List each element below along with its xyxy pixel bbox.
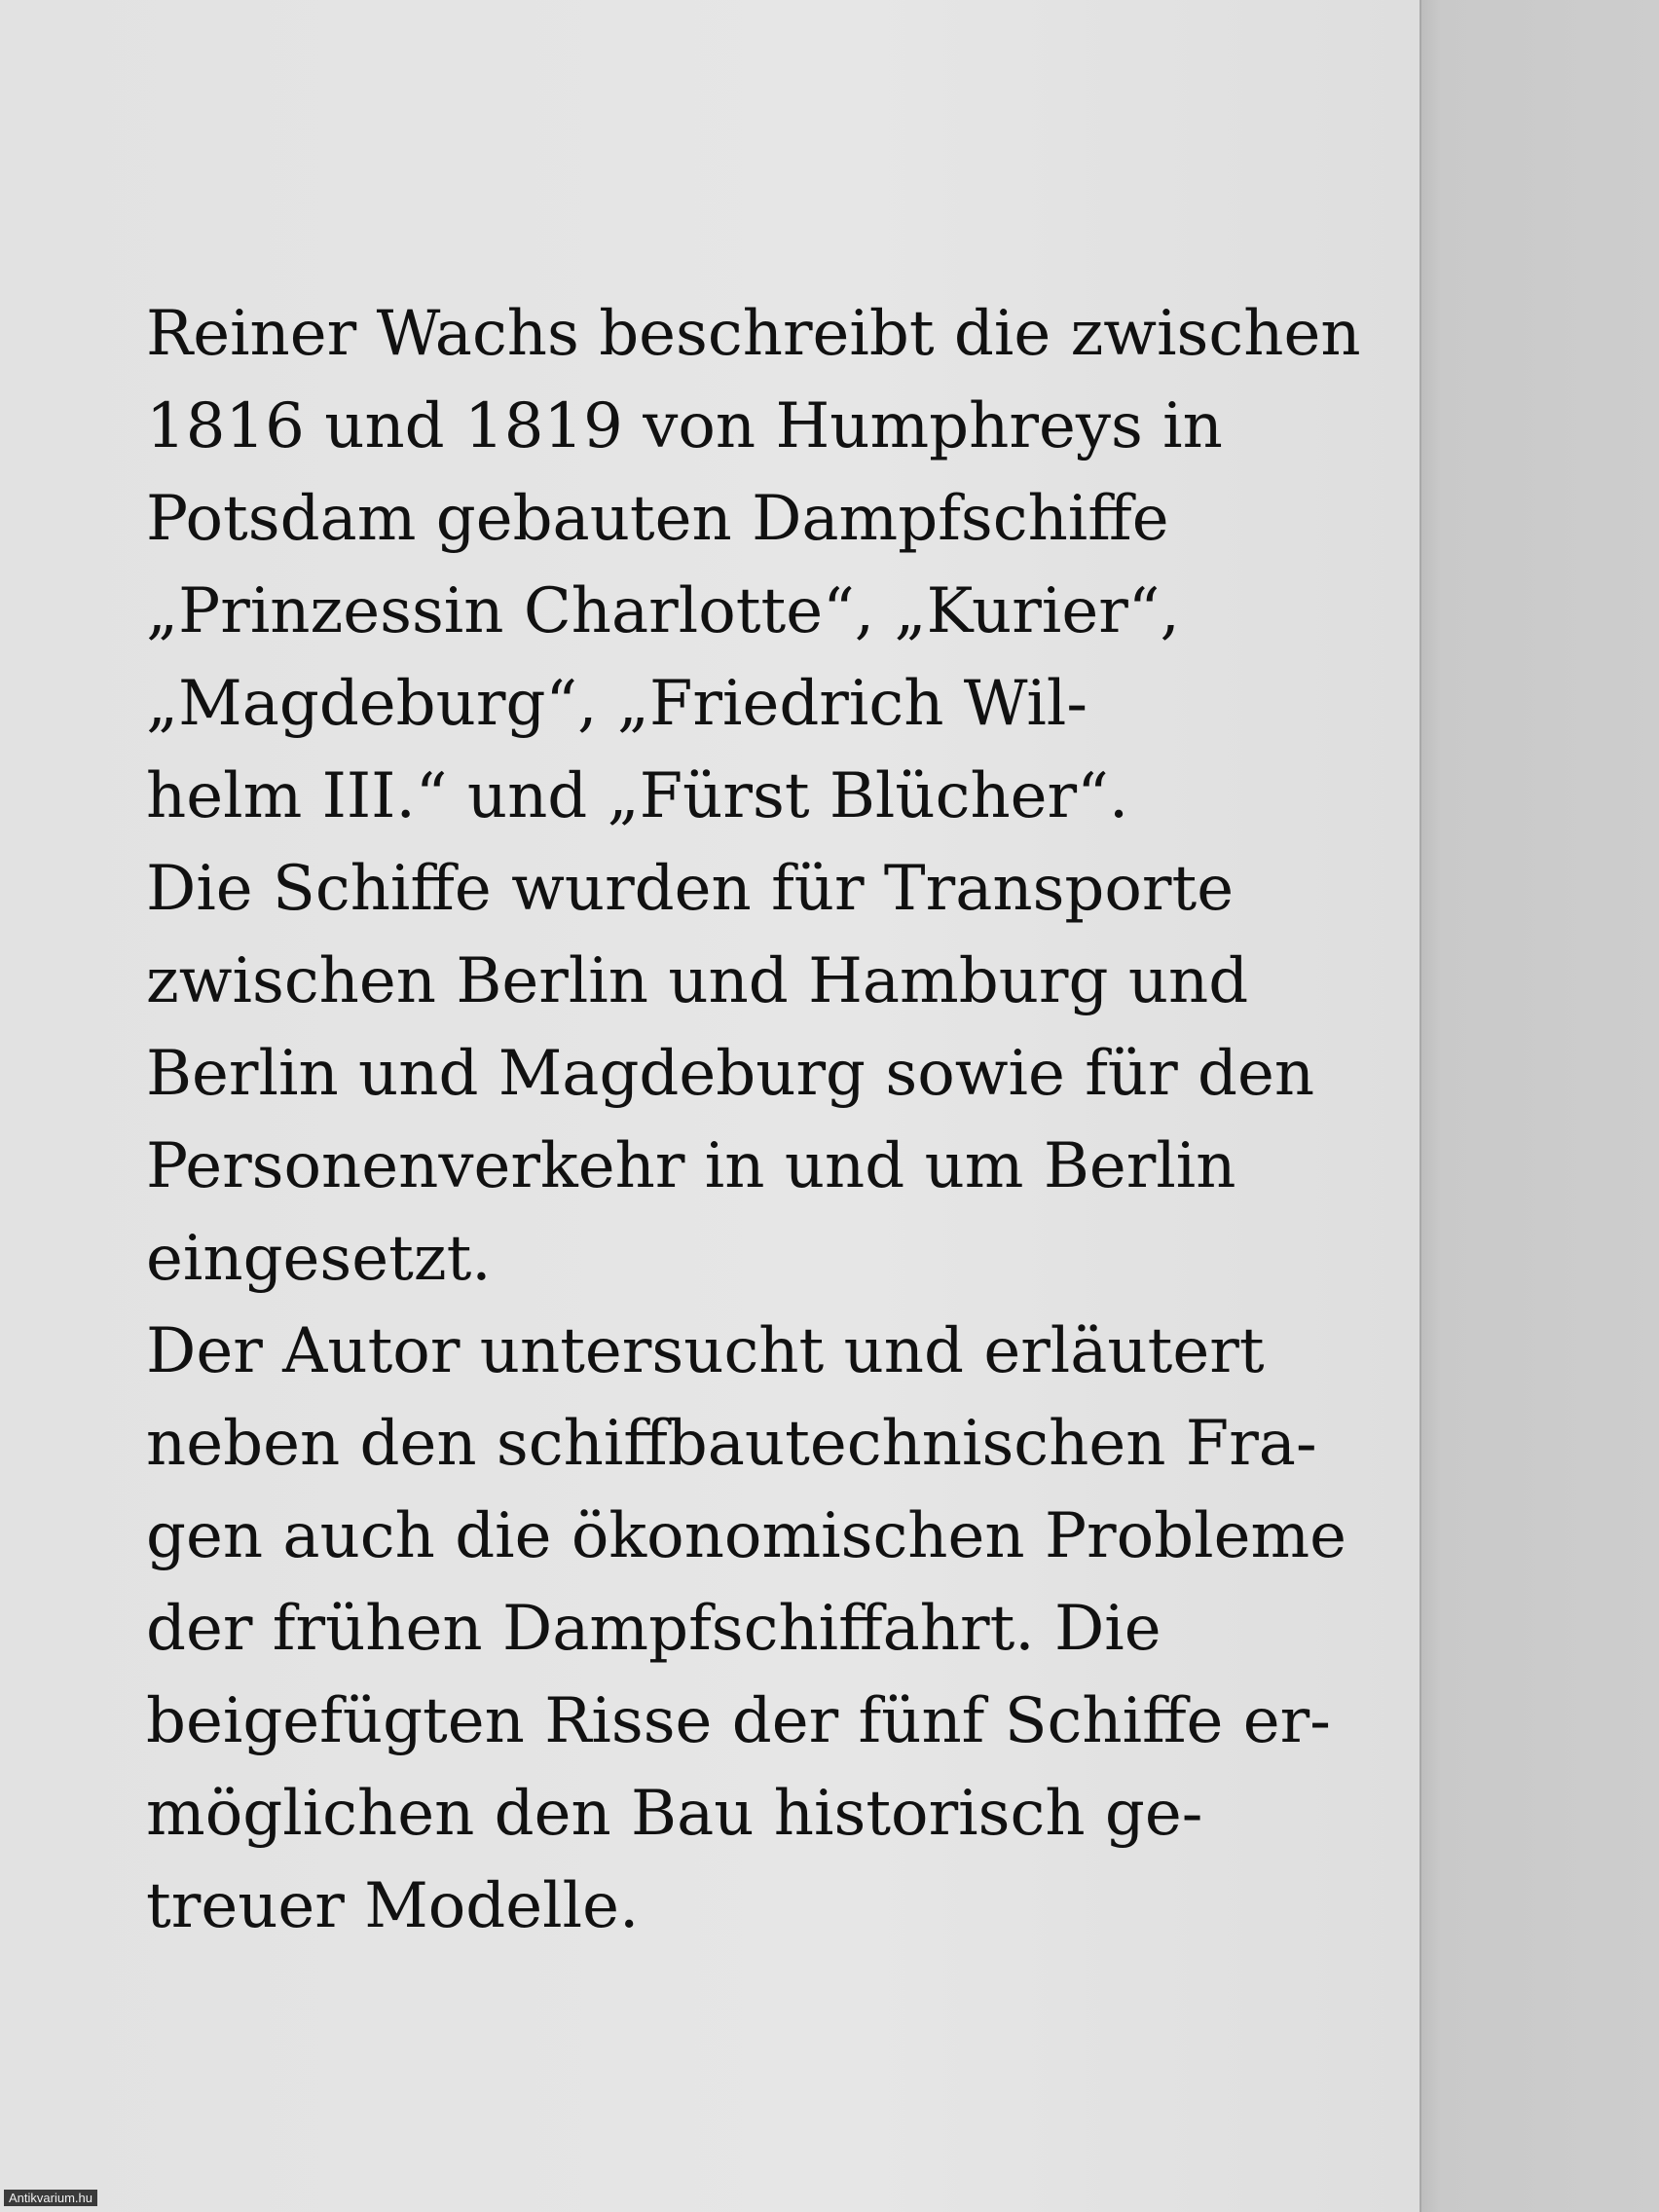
text-line: Personenverkehr in und um Berlin [146,1130,1236,1202]
text-line: eingesetzt. [146,1223,492,1295]
text-line: neben den schiffbautechnischen Fra- [146,1408,1317,1480]
text-line: gen auch die ökonomischen Probleme [146,1500,1346,1572]
text-line: Reiner Wachs beschreibt die zwischen [146,298,1361,370]
text-line: helm III.“ und „Fürst Blücher“. [146,760,1129,832]
text-line: möglichen den Bau historisch ge- [146,1778,1203,1850]
watermark-label: Antikvarium.hu [4,2190,97,2206]
text-line: „Prinzessin Charlotte“, „Kurier“, [146,575,1180,647]
text-line: 1816 und 1819 von Humphreys in [146,390,1223,462]
page-edge-shadow [1421,0,1659,2212]
text-line: treuer Modelle. [146,1870,640,1942]
body-text [146,288,1361,1953]
text-line: „Magdeburg“, „Friedrich Wil- [146,668,1088,740]
text-line: zwischen Berlin und Hamburg und [146,945,1249,1017]
text-line: Berlin und Magdeburg sowie für den [146,1038,1315,1110]
text-line: Die Schiffe wurden für Transporte [146,853,1235,925]
text-line: Der Autor untersucht und erläutert [146,1315,1265,1387]
text-line: Potsdam gebauten Dampfschiffe [146,483,1169,555]
text-line: der frühen Dampfschiffahrt. Die [146,1593,1161,1665]
text-line: beigefügten Risse der fünf Schiffe er- [146,1685,1331,1757]
